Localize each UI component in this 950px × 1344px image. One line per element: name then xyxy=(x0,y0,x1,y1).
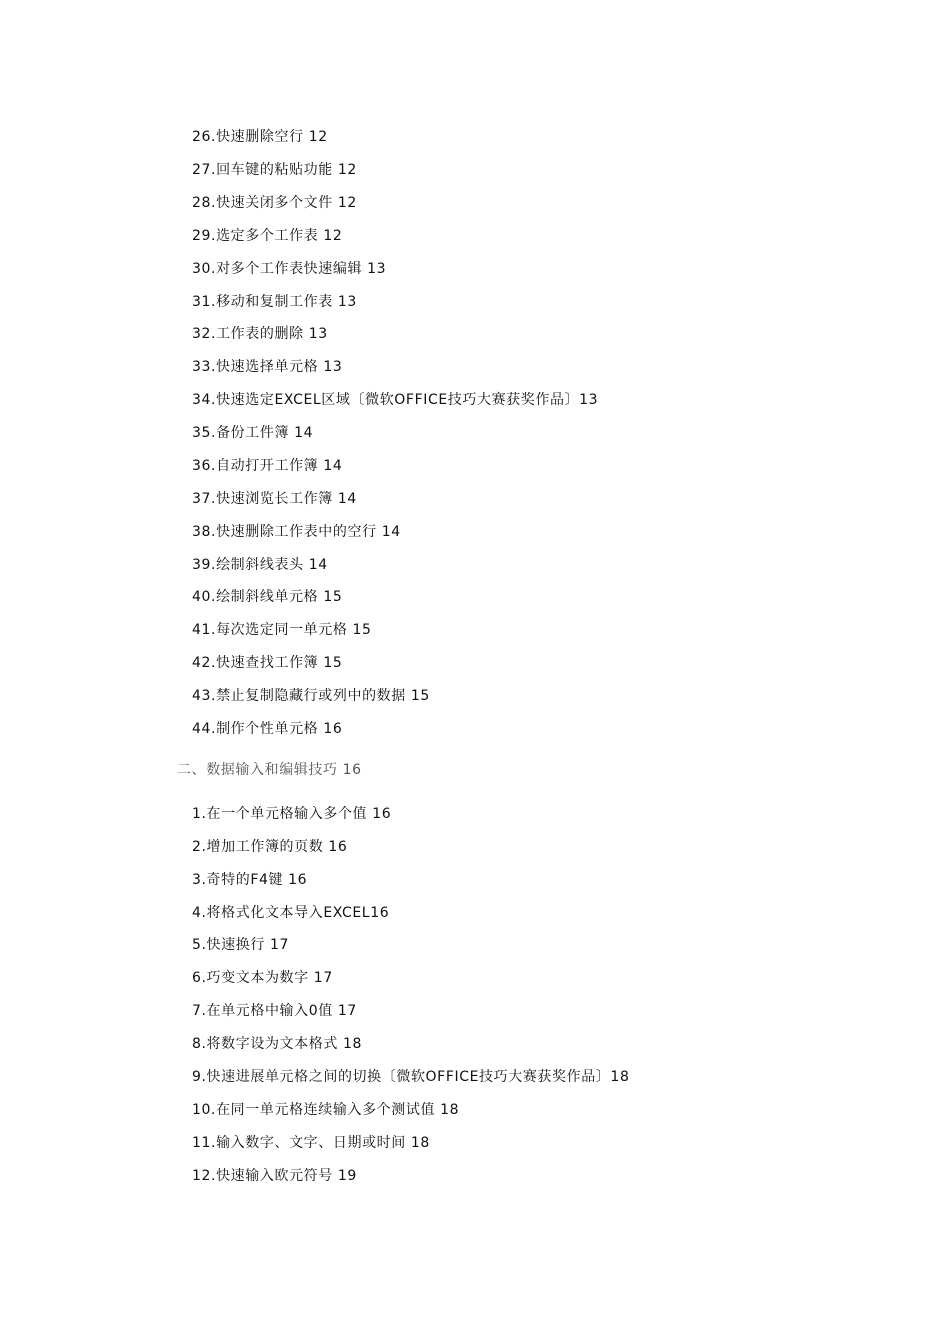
toc-item[interactable]: 9.快速进展单元格之间的切换〔微软OFFICE技巧大赛获奖作品〕18 xyxy=(192,1069,630,1085)
toc-item[interactable]: 41.每次选定同一单元格 15 xyxy=(192,622,372,638)
toc-item[interactable]: 26.快速删除空行 12 xyxy=(192,129,328,145)
toc-item[interactable]: 38.快速删除工作表中的空行 14 xyxy=(192,524,401,540)
toc-item[interactable]: 36.自动打开工作簿 14 xyxy=(192,458,343,474)
toc-item[interactable]: 35.备份工件簿 14 xyxy=(192,425,314,441)
toc-item[interactable]: 30.对多个工作表快速编辑 13 xyxy=(192,261,387,277)
section-heading[interactable]: 二、数据输入和编辑技巧 16 xyxy=(177,762,362,778)
toc-item[interactable]: 2.增加工作簿的页数 16 xyxy=(192,839,348,855)
toc-item[interactable]: 12.快速输入欧元符号 19 xyxy=(192,1168,357,1184)
toc-item[interactable]: 5.快速换行 17 xyxy=(192,937,290,953)
toc-item[interactable]: 7.在单元格中输入0值 17 xyxy=(192,1003,357,1019)
toc-item[interactable]: 3.奇特的F4键 16 xyxy=(192,872,308,888)
toc-item[interactable]: 37.快速浏览长工作簿 14 xyxy=(192,491,357,507)
toc-item[interactable]: 33.快速选择单元格 13 xyxy=(192,359,343,375)
toc-item[interactable]: 1.在一个单元格输入多个值 16 xyxy=(192,806,392,822)
toc-item[interactable]: 44.制作个性单元格 16 xyxy=(192,721,343,737)
toc-item[interactable]: 10.在同一单元格连续输入多个测试值 18 xyxy=(192,1102,460,1118)
toc-item[interactable]: 32.工作表的删除 13 xyxy=(192,326,328,342)
toc-item[interactable]: 4.将格式化文本导入EXCEL16 xyxy=(192,905,390,921)
toc-item[interactable]: 27.回车键的粘贴功能 12 xyxy=(192,162,357,178)
toc-item[interactable]: 28.快速关闭多个文件 12 xyxy=(192,195,357,211)
toc-item[interactable]: 11.输入数字、文字、日期或时间 18 xyxy=(192,1135,430,1151)
toc-item[interactable]: 6.巧变文本为数字 17 xyxy=(192,970,333,986)
toc-item[interactable]: 43.禁止复制隐藏行或列中的数据 15 xyxy=(192,688,430,704)
toc-item[interactable]: 34.快速选定EXCEL区域〔微软OFFICE技巧大赛获奖作品〕13 xyxy=(192,392,599,408)
toc-item[interactable]: 40.绘制斜线单元格 15 xyxy=(192,589,343,605)
toc-item[interactable]: 29.选定多个工作表 12 xyxy=(192,228,343,244)
toc-item[interactable]: 31.移动和复制工作表 13 xyxy=(192,294,357,310)
toc-item[interactable]: 39.绘制斜线表头 14 xyxy=(192,557,328,573)
toc-item[interactable]: 42.快速查找工作簿 15 xyxy=(192,655,343,671)
toc-item[interactable]: 8.将数字设为文本格式 18 xyxy=(192,1036,363,1052)
